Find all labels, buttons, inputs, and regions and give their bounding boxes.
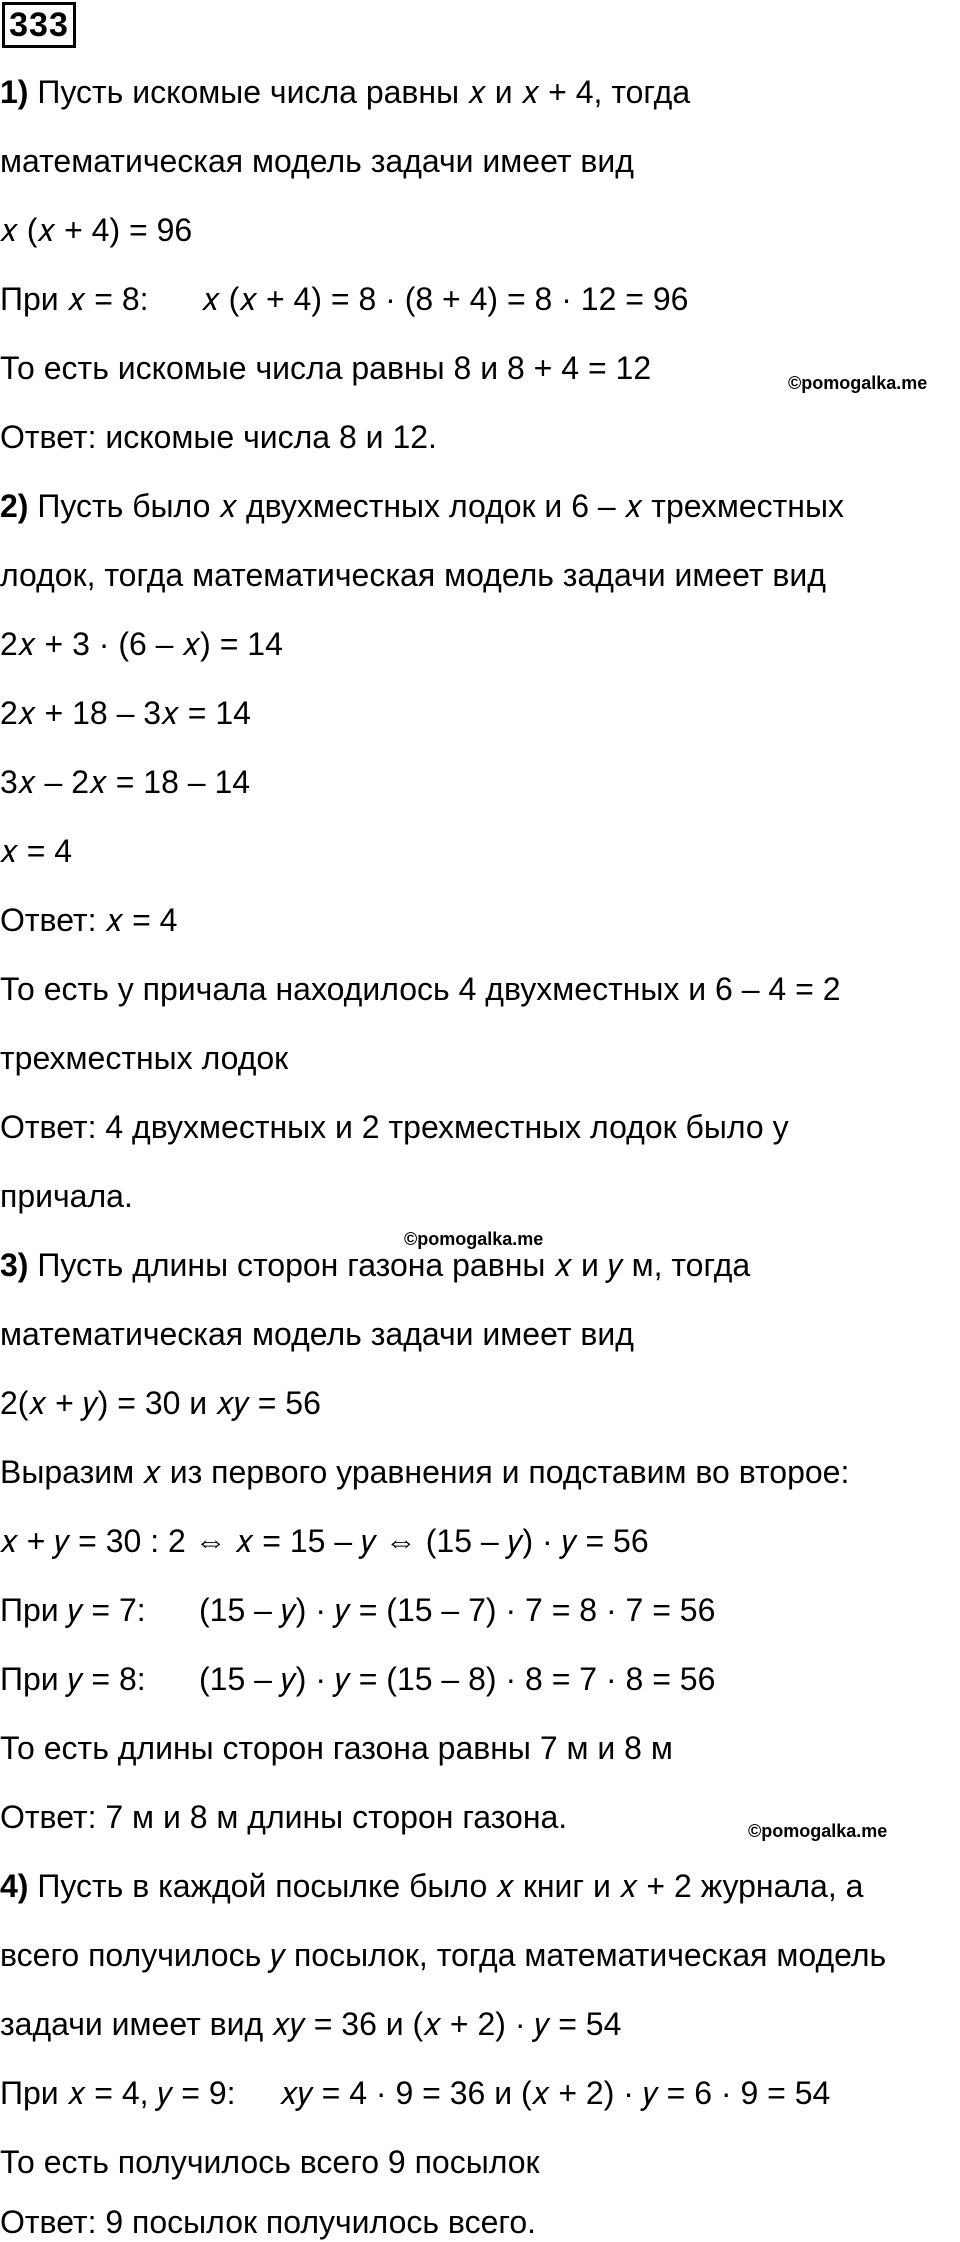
watermark: ©pomogalka.me: [788, 373, 928, 393]
text-line: 1) Пусть искомые числа равны 𝑥 и 𝑥 + 4, тогда: [0, 74, 691, 110]
section-number: 4): [0, 1868, 29, 1904]
text-line: 4) Пусть в каждой посылке было 𝑥 книг и 𝑥 + 2 журнала, а: [0, 1868, 864, 1904]
text-line: При 𝑥 = 8: 𝑥 (𝑥 + 4) = 8 · (8 + 4) = 8 · 12 = 96: [0, 281, 689, 317]
problem-number-box: 333: [2, 2, 76, 48]
text-line: Ответ: искомые числа 8 и 12.: [0, 419, 437, 455]
text-line: При 𝑦 = 8: (15 – 𝑦) · 𝑦 = (15 – 8) · 8 = 7 · 8 = 56: [0, 1661, 716, 1697]
text-line: То есть у причала находилось 4 двухместных и 6 – 4 = 2: [0, 971, 841, 1007]
text-line: математическая модель задачи имеет вид: [0, 1316, 634, 1352]
section-number: 1): [0, 74, 29, 110]
text-line: 𝑥 (𝑥 + 4) = 96: [0, 212, 193, 248]
text-line: Ответ: 9 посылок получилось всего.: [0, 2204, 537, 2240]
text-line: задачи имеет вид 𝑥𝑦 = 36 и (𝑥 + 2) · 𝑦 = 54: [0, 2006, 622, 2042]
text-line: причала.: [0, 1178, 133, 1214]
text-line: 2𝑥 + 3 · (6 – 𝑥) = 14: [0, 626, 283, 662]
watermark: ©pomogalka.me: [404, 1229, 544, 1249]
text-line: трехместных лодок: [0, 1040, 289, 1076]
text-line: При 𝑥 = 4, 𝑦 = 9: 𝑥𝑦 = 4 · 9 = 36 и (𝑥 + 2) · 𝑦 = 6 · 9 = 54: [0, 2075, 831, 2111]
section-number: 2): [0, 488, 29, 524]
text-line: 𝑥 + 𝑦 = 30 : 2 ⇔ 𝑥 = 15 – 𝑦 ⇔ (15 – 𝑦) · 𝑦 = 56: [0, 1523, 649, 1559]
text-line: Ответ: 7 м и 8 м длины сторон газона.: [0, 1799, 568, 1835]
text-line: То есть искомые числа равны 8 и 8 + 4 = 12: [0, 350, 652, 386]
text-line: При 𝑦 = 7: (15 – 𝑦) · 𝑦 = (15 – 7) · 7 = 8 · 7 = 56: [0, 1592, 716, 1628]
text-line: лодок, тогда математическая модель задачи имеет вид: [0, 557, 826, 593]
text-line: математическая модель задачи имеет вид: [0, 143, 634, 179]
text-line: 2(𝑥 + 𝑦) = 30 и 𝑥𝑦 = 56: [0, 1385, 321, 1421]
text-line: 2) Пусть было 𝑥 двухместных лодок и 6 – 𝑥 трехместных: [0, 488, 844, 524]
watermark: ©pomogalka.me: [748, 1821, 888, 1841]
text-line: Выразим 𝑥 из первого уравнения и подставим во второе:: [0, 1454, 850, 1490]
text-line: То есть длины сторон газона равны 7 м и 8 м: [0, 1730, 673, 1766]
text-line: 𝑥 = 4: [0, 833, 73, 869]
text-line: 3) Пусть длины сторон газона равны 𝑥 и 𝑦 м, тогда: [0, 1247, 751, 1283]
text-line: То есть получилось всего 9 посылок: [0, 2144, 540, 2180]
text-line: 2𝑥 + 18 – 3𝑥 = 14: [0, 695, 251, 731]
text-line: 3𝑥 – 2𝑥 = 18 – 14: [0, 764, 251, 800]
text-line: Ответ: 𝑥 = 4: [0, 902, 178, 938]
text-line: всего получилось 𝑦 посылок, тогда математическая модель: [0, 1937, 887, 1973]
text-line: Ответ: 4 двухместных и 2 трехместных лодок было у: [0, 1109, 789, 1145]
section-number: 3): [0, 1247, 29, 1283]
